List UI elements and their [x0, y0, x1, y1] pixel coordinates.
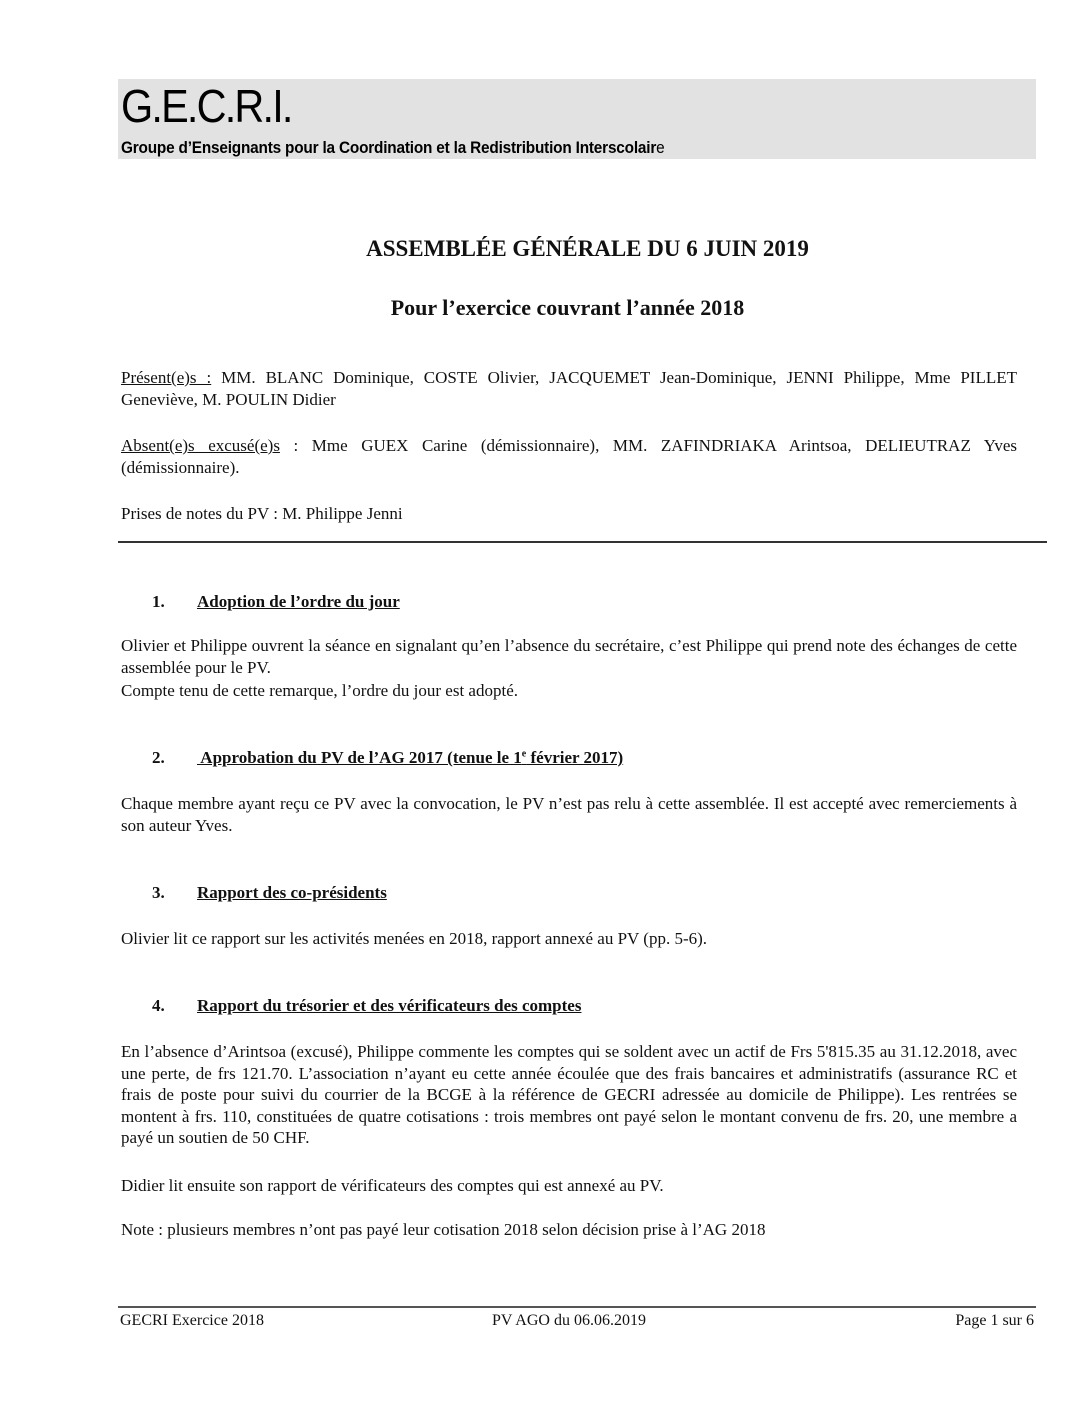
section-number: 1. — [152, 592, 165, 611]
absent-label: Absent(e)s excusé(e)s — [121, 436, 280, 455]
section-3-paragraph: Olivier lit ce rapport sur les activités menées en 2018, rapport annexé au PV (pp. 5-6). — [121, 929, 708, 948]
section-4-heading — [152, 995, 581, 1017]
section-title: Adoption de l’ordre du jour — [197, 592, 400, 611]
footer-center: PV AGO du 06.06.2019 — [492, 1312, 646, 1329]
present-names: MM. BLANC Dominique, COSTE Olivier, JACQUEMET Jean-Dominique, JENNI Philippe, Mme PILLET Geneviève, M. POULIN Didier — [121, 368, 1017, 409]
section-title: Approbation du PV de l’AG 2017 (tenue le 1e février 2017) — [197, 748, 624, 767]
section-1-heading — [152, 591, 400, 613]
section-4-paragraph: Didier lit ensuite son rapport de vérificateurs des comptes qui est annexé au PV. — [121, 1176, 664, 1195]
section-number: 2. — [152, 748, 165, 767]
notes-taker: Prises de notes du PV : M. Philippe Jenni — [121, 504, 403, 523]
present-list — [121, 367, 1017, 410]
org-fullname-tail: e — [656, 139, 665, 157]
document-title: ASSEMBLÉE GÉNÉRALE DU 6 JUIN 2019 — [366, 236, 809, 261]
separator-rule — [118, 541, 1047, 543]
section-4-paragraph: En l’absence d’Arintsoa (excusé), Philippe commente les comptes qui se soldent avec un actif de Frs 5'815.35 au 31.12.2018, avec une perte, de frs 121.70. L’association n’ayant eu cette année écoulée que des frais bancaires et administratifs (assurance RC et frais de poste pour suivi du courrier de la BCGE à la référence de GECRI adressée au domicile de Philippe). Les rentrées se montent à frs. 110, constituées de quatre cotisations : trois membres ont payé selon le montant convenu de frs. 20, une membre a payé un soutien de 50 CHF. — [121, 1042, 1017, 1147]
absent-names: : Mme GUEX Carine (démissionnaire), MM. ZAFINDRIAKA Arintsoa, DELIEUTRAZ Yves (démissionnaire). — [121, 436, 1017, 477]
section-2-paragraph: Chaque membre ayant reçu ce PV avec la convocation, le PV n’est pas relu à cette assemblée. Il est accepté avec remerciements à son auteur Yves. — [121, 794, 1017, 835]
section-2-heading — [152, 747, 623, 769]
section-1-paragraph: Olivier et Philippe ouvrent la séance en signalant qu’en l’absence du secrétaire, c’est Philippe qui prend note des échanges de cette assemblée pour le PV. — [121, 636, 1017, 677]
section-3-heading — [152, 882, 387, 904]
section-number: 3. — [152, 883, 165, 902]
org-name: G.E.C.R.I. — [121, 80, 292, 132]
absent-list — [121, 435, 1017, 478]
present-label: Présent(e)s : — [121, 368, 212, 387]
document-subtitle: Pour l’exercice couvrant l’année 2018 — [390, 295, 745, 320]
footer-rule — [118, 1306, 1036, 1308]
org-fullname-main: Groupe d’Enseignants pour la Coordination et la Redistribution Interscolair — [121, 139, 657, 157]
section-4-note: Note : plusieurs membres n’ont pas payé leur cotisation 2018 selon décision prise à l’AG 2018 — [121, 1220, 766, 1239]
section-number: 4. — [152, 996, 165, 1015]
section-title: Rapport des co-présidents — [197, 883, 387, 902]
section-title: Rapport du trésorier et des vérificateurs des comptes — [197, 996, 582, 1015]
org-fullname — [121, 137, 664, 159]
section-1-paragraph: Compte tenu de cette remarque, l’ordre du jour est adopté. — [121, 681, 518, 700]
footer-page-number: Page 1 sur 6 — [955, 1312, 1034, 1329]
footer-left: GECRI Exercice 2018 — [120, 1312, 264, 1329]
